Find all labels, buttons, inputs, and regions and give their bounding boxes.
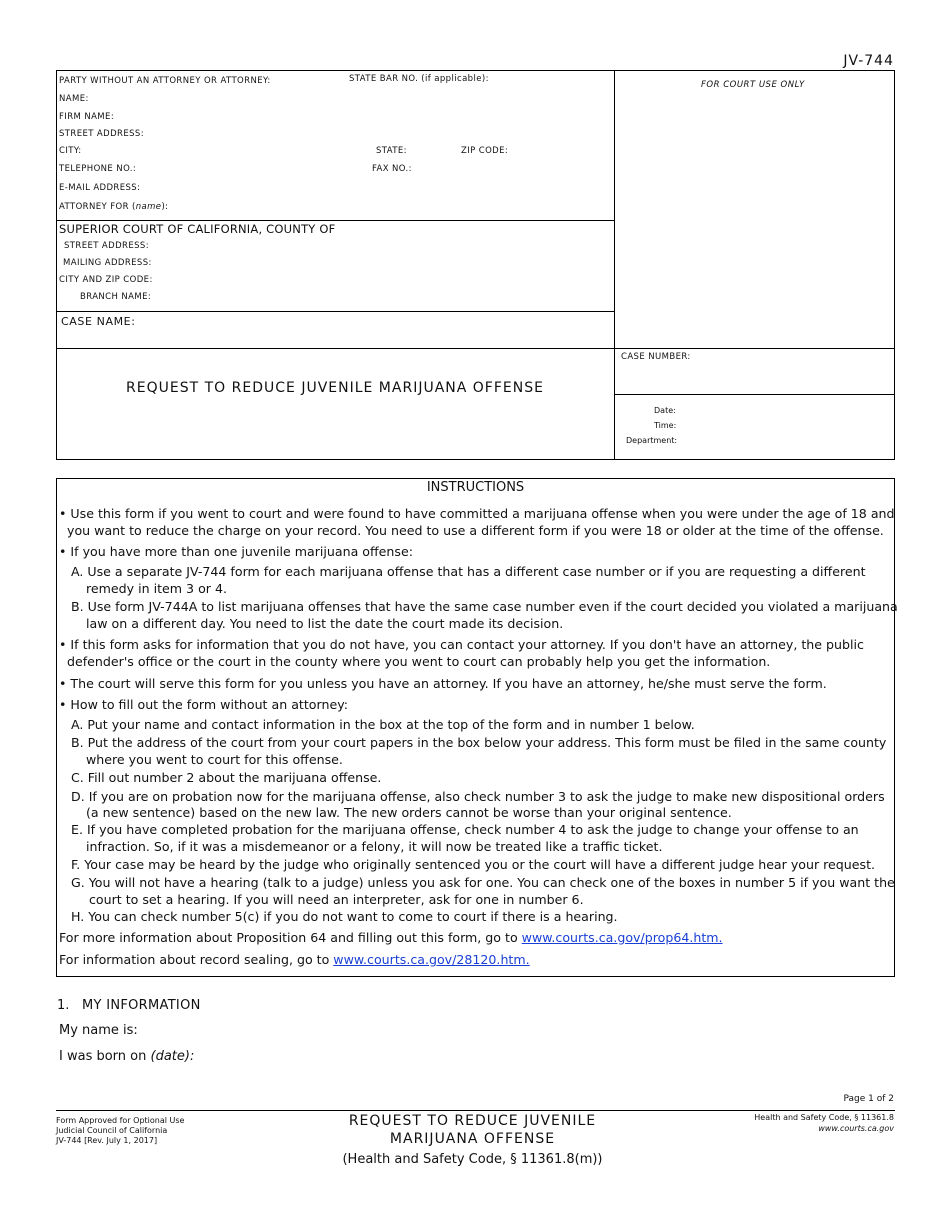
instruction-line: (a new sentence) based on the new law. The new orders cannot be worse than your original sentence.: [86, 805, 732, 820]
sealing-info-line: [59, 951, 530, 968]
state-label: STATE:: [376, 146, 407, 156]
zip-label: ZIP CODE:: [461, 146, 509, 156]
rule: [56, 220, 614, 221]
time-label: Time:: [654, 421, 677, 430]
instructions-heading: INSTRUCTIONS: [426, 480, 525, 495]
rule: [56, 1110, 895, 1111]
instruction-line: • How to fill out the form without an attorney:: [59, 697, 348, 712]
state-bar-label: STATE BAR NO. (if applicable):: [349, 74, 489, 84]
footer-code: Health and Safety Code, § 11361.8: [754, 1113, 894, 1122]
instruction-line: A. Put your name and contact information in the box at the top of the form and in number 1 below.: [71, 717, 695, 732]
rule: [56, 311, 614, 312]
form-title: REQUEST TO REDUCE JUVENILE MARIJUANA OFFENSE: [126, 380, 544, 396]
attorney-for-close: ):: [161, 202, 169, 212]
record-sealing-link[interactable]: www.courts.ca.gov/28120.htm.: [333, 952, 530, 967]
instruction-line: • If you have more than one juvenile marijuana offense:: [59, 544, 413, 559]
court-city-zip-label: CITY AND ZIP CODE:: [59, 275, 153, 285]
court-branch-label: BRANCH NAME:: [80, 292, 152, 302]
instruction-line: F. Your case may be heard by the judge who originally sentenced you or the court will have a different judge hear your request.: [71, 857, 876, 872]
instruction-line: D. If you are on probation now for the marijuana offense, also check number 3 to ask the judge to make new dispositional orders: [71, 789, 885, 804]
date-label: Date:: [654, 406, 676, 415]
rule: [614, 394, 895, 395]
more-info-text: For more information about Proposition 64 and filling out this form, go to: [59, 930, 522, 945]
firm-label: FIRM NAME:: [59, 112, 115, 122]
sealing-info-text: For information about record sealing, go to: [59, 952, 334, 967]
superior-court-label: SUPERIOR COURT OF CALIFORNIA, COUNTY OF: [59, 222, 336, 236]
instruction-line: remedy in item 3 or 4.: [86, 581, 227, 596]
rule: [56, 348, 895, 349]
instruction-line: A. Use a separate JV-744 form for each marijuana offense that has a different case number or if you are requesting a different: [71, 564, 866, 579]
footer-title-line3: (Health and Safety Code, § 11361.8(m)): [342, 1152, 603, 1167]
instruction-line: defender's office or the court in the county where you went to court can probably help you get the information.: [67, 654, 771, 669]
form-revision: JV-744 [Rev. July 1, 2017]: [56, 1136, 158, 1145]
instruction-line: • The court will serve this form for you unless you have an attorney. If you have an attorney, he/she must serve the form.: [59, 676, 827, 691]
instruction-line: • Use this form if you went to court and were found to have committed a marijuana offense when you were under the age of 18 and: [59, 506, 895, 521]
judicial-council: Judicial Council of California: [56, 1126, 168, 1135]
prop64-link[interactable]: www.courts.ca.gov/prop64.htm.: [521, 930, 723, 945]
instruction-line: infraction. So, if it was a misdemeanor or a felony, it will now be treated like a traffic ticket.: [86, 839, 663, 854]
instruction-line: you want to reduce the charge on your record. You need to use a different form if you were 18 or older at the time of the offense.: [67, 523, 884, 538]
caption-box: [56, 70, 895, 460]
city-label: CITY:: [59, 146, 82, 156]
more-info-line: [59, 929, 723, 946]
instruction-line: H. You can check number 5(c) if you do not want to come to court if there is a hearing.: [71, 909, 618, 924]
instruction-line: B. Put the address of the court from your court papers in the box below your address. This form must be filed in the same county: [71, 735, 887, 750]
instruction-line: C. Fill out number 2 about the marijuana offense.: [71, 770, 382, 785]
born-on-date-hint: (date):: [150, 1049, 195, 1064]
party-label: PARTY WITHOUT AN ATTORNEY OR ATTORNEY:: [59, 76, 271, 86]
attorney-for-name: name: [135, 202, 162, 212]
section-number: 1.: [57, 998, 70, 1013]
court-street-label: STREET ADDRESS:: [64, 241, 149, 251]
case-name-label: CASE NAME:: [61, 315, 136, 328]
born-on-label: [59, 1049, 194, 1064]
fax-label: FAX NO.:: [372, 164, 412, 174]
case-number-label: CASE NUMBER:: [621, 352, 691, 362]
footer-title-line2: MARIJUANA OFFENSE: [389, 1131, 556, 1147]
instruction-line: court to set a hearing. If you will need an interpreter, ask for one in number 6.: [89, 892, 584, 907]
street-label: STREET ADDRESS:: [59, 129, 144, 139]
court-mailing-label: MAILING ADDRESS:: [63, 258, 152, 268]
instruction-line: B. Use form JV-744A to list marijuana offenses that have the same case number even if the court decided you violated a marijuana: [71, 599, 898, 614]
instruction-line: E. If you have completed probation for the marijuana offense, check number 4 to ask the judge to change your offense to an: [71, 822, 859, 837]
court-use-only: FOR COURT USE ONLY: [701, 80, 805, 90]
attorney-for-label: [59, 202, 168, 212]
instruction-line: • If this form asks for information that you do not have, you can contact your attorney. If you don't have an attorney, the public: [59, 637, 864, 652]
born-on-text: I was born on: [59, 1049, 151, 1064]
page-number: Page 1 of 2: [843, 1094, 894, 1104]
form-approved: Form Approved for Optional Use: [56, 1116, 185, 1125]
my-name-label: My name is:: [59, 1023, 138, 1038]
telephone-label: TELEPHONE NO.:: [59, 164, 137, 174]
footer-website[interactable]: www.courts.ca.gov: [818, 1124, 894, 1133]
instruction-line: law on a different day. You need to list the date the court made its decision.: [86, 616, 564, 631]
instruction-line: G. You will not have a hearing (talk to a judge) unless you ask for one. You can check one of the boxes in number 5 if you want the: [71, 875, 895, 890]
footer-title-line1: REQUEST TO REDUCE JUVENILE: [348, 1113, 597, 1129]
email-label: E-MAIL ADDRESS:: [59, 183, 141, 193]
caption-divider: [614, 70, 615, 460]
instruction-line: where you went to court for this offense.: [86, 752, 343, 767]
form-id: JV-744: [843, 53, 894, 69]
section-title: MY INFORMATION: [82, 998, 201, 1013]
department-label: Department:: [626, 436, 678, 445]
attorney-for-text: ATTORNEY FOR (: [59, 202, 136, 212]
name-label: NAME:: [59, 94, 89, 104]
